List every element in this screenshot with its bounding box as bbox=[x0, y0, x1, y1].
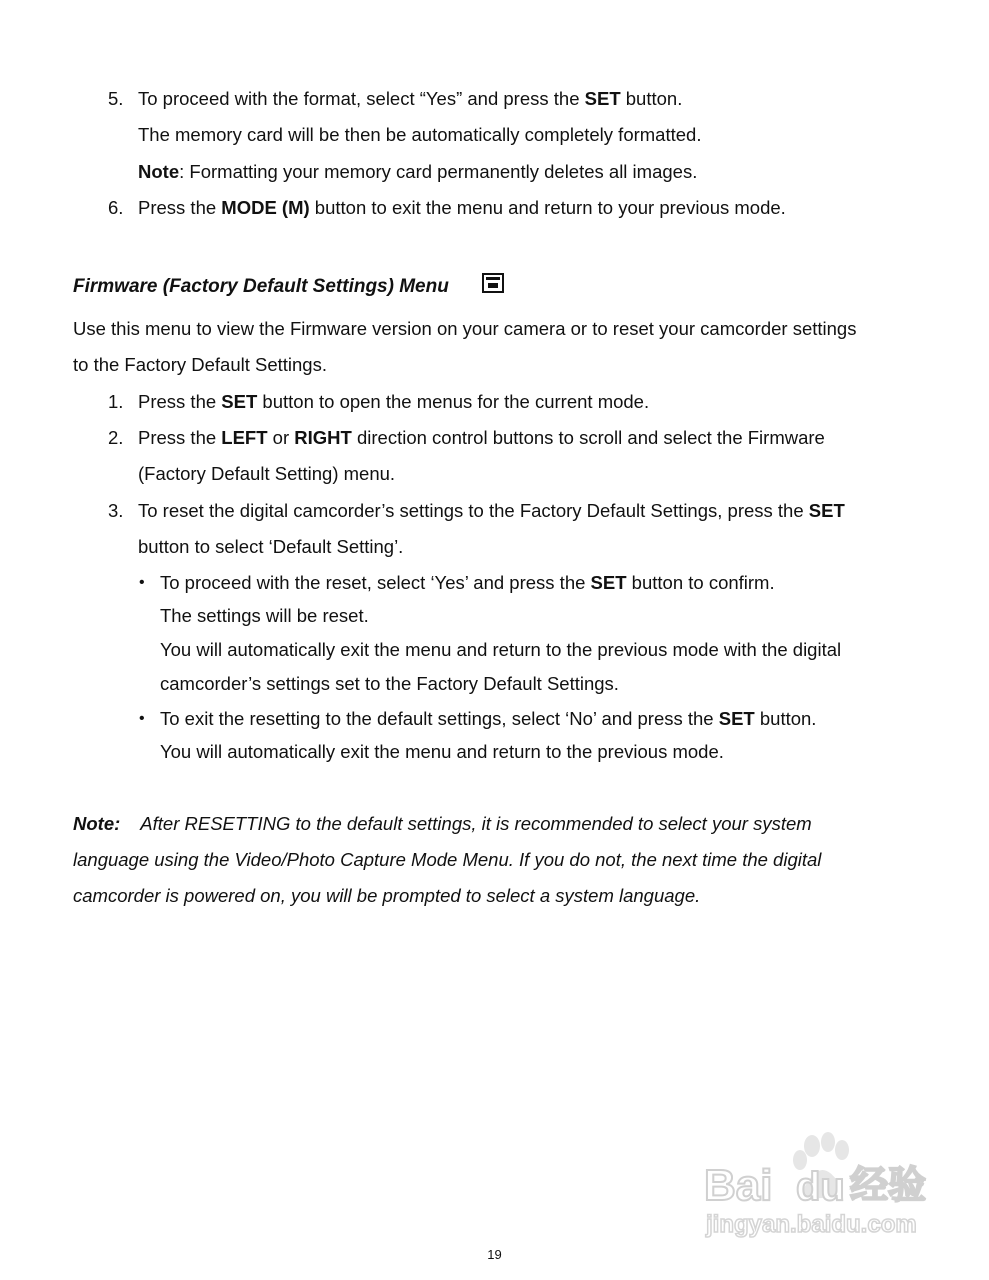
note-line-1: Note: After RESETTING to the default settings, it is recommended to select your system bbox=[73, 813, 812, 834]
step-1-line: Press the SET button to open the menus for the current mode. bbox=[138, 391, 650, 412]
step-2-line-2: (Factory Default Setting) menu. bbox=[138, 463, 396, 484]
note-line-3: camcorder is powered on, you will be prompted to select a system language. bbox=[73, 885, 701, 906]
page-number: 19 bbox=[487, 1247, 502, 1262]
section-heading: Firmware (Factory Default Settings) Menu bbox=[73, 276, 449, 297]
step-6-number: 6. bbox=[108, 197, 124, 218]
bullet-2-line-2: You will automatically exit the menu and return to the previous mode. bbox=[160, 741, 724, 762]
intro-line-1: Use this menu to view the Firmware version on your camera or to reset your camcorder settings bbox=[73, 318, 857, 339]
bullet-2-line-1: To exit the resetting to the default settings, select ‘No’ and press the SET button. bbox=[160, 708, 817, 729]
svg-text:Bai: Bai bbox=[704, 1161, 773, 1210]
baidu-watermark bbox=[700, 1130, 940, 1240]
step-5-note: Note: Formatting your memory card permanently deletes all images. bbox=[138, 161, 698, 182]
step-3-number: 3. bbox=[108, 500, 124, 521]
bullet-1-line-4: camcorder’s settings set to the Factory Default Settings. bbox=[160, 673, 619, 694]
svg-text:du: du bbox=[796, 1165, 845, 1209]
bullet-2-marker: • bbox=[139, 710, 145, 727]
intro-line-2: to the Factory Default Settings. bbox=[73, 354, 327, 375]
step-1-number: 1. bbox=[108, 391, 124, 412]
baidu-paw-icon bbox=[700, 1130, 940, 1240]
step-5-line-2: The memory card will be then be automatically completely formatted. bbox=[138, 124, 702, 145]
svg-text:jingyan.baidu.com: jingyan.baidu.com bbox=[706, 1211, 917, 1238]
step-2-number: 2. bbox=[108, 427, 124, 448]
step-3-line-1: To reset the digital camcorder’s settings to the Factory Default Settings, press the SET bbox=[138, 500, 845, 521]
step-6-line: Press the MODE (M) button to exit the menu and return to your previous mode. bbox=[138, 197, 786, 218]
bullet-1-marker: • bbox=[139, 574, 145, 591]
bullet-1-line-2: The settings will be reset. bbox=[160, 605, 369, 626]
svg-text:经验: 经验 bbox=[850, 1163, 927, 1207]
firmware-menu-icon bbox=[482, 273, 504, 293]
note-line-2: language using the Video/Photo Capture Mode Menu. If you do not, the next time the digital bbox=[73, 849, 822, 870]
bullet-1-line-3: You will automatically exit the menu and return to the previous mode with the digital bbox=[160, 639, 842, 660]
bullet-1-line-1: To proceed with the reset, select ‘Yes’ and press the SET button to confirm. bbox=[160, 572, 775, 593]
step-5-line-1: To proceed with the format, select “Yes” and press the SET button. bbox=[138, 88, 683, 109]
step-2-line-1: Press the LEFT or RIGHT direction control buttons to scroll and select the Firmware bbox=[138, 427, 825, 448]
step-5-number: 5. bbox=[108, 88, 124, 109]
step-3-line-2: button to select ‘Default Setting’. bbox=[138, 536, 404, 557]
